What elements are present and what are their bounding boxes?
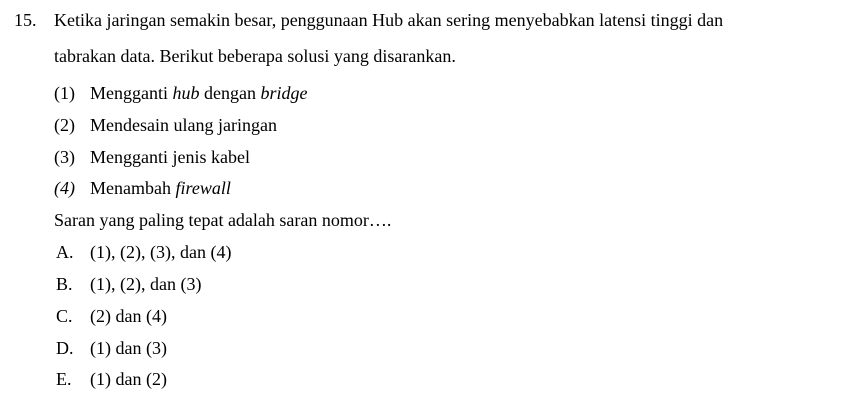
choice-text: (2) dan (4) [90,306,167,326]
choice-letter: E. [56,369,72,389]
solution-item-text: Mendesain ulang jaringan [90,115,277,135]
solution-item-label: (3) [54,147,75,167]
solution-item-label: (2) [54,115,75,135]
question-prompt: Saran yang paling tepat adalah saran nomor…. [54,210,392,230]
question-stem-line-1: Ketika jaringan semakin besar, penggunaan Hub akan sering menyebabkan latensi tinggi dan [54,10,724,30]
answer-choice-e[interactable] [56,368,167,390]
choice-letter: B. [56,274,73,294]
solution-item-4 [54,177,231,199]
choice-text: (1) dan (3) [90,338,167,358]
choice-letter: D. [56,338,74,358]
answer-choice-a[interactable] [56,241,231,263]
solution-item-text: dengan [199,83,261,103]
solution-item-text: Mengganti jenis kabel [90,147,250,167]
choice-text: (1), (2), (3), dan (4) [90,242,232,262]
solution-item-label: (4) [54,178,75,198]
solution-item-italic: hub [172,83,200,103]
question-number: 15. [14,10,37,30]
choice-text: (1), (2), dan (3) [90,274,202,294]
question-stem-line-2: tabrakan data. Berikut beberapa solusi yang disarankan. [54,46,456,66]
choice-text: (1) dan (2) [90,369,167,389]
answer-choice-b[interactable] [56,273,201,295]
choice-letter: C. [56,306,73,326]
solution-item-text: Menambah [90,178,176,198]
answer-choice-c[interactable] [56,305,167,327]
solution-item-2 [54,114,277,136]
solution-item-italic: firewall [175,178,231,198]
solution-item-1 [54,82,307,104]
solution-item-italic: bridge [260,83,308,103]
answer-choice-d[interactable] [56,337,167,359]
solution-item-text: Mengganti [90,83,173,103]
choice-letter: A. [56,242,74,262]
solution-item-3 [54,146,250,168]
solution-item-label: (1) [54,83,75,103]
